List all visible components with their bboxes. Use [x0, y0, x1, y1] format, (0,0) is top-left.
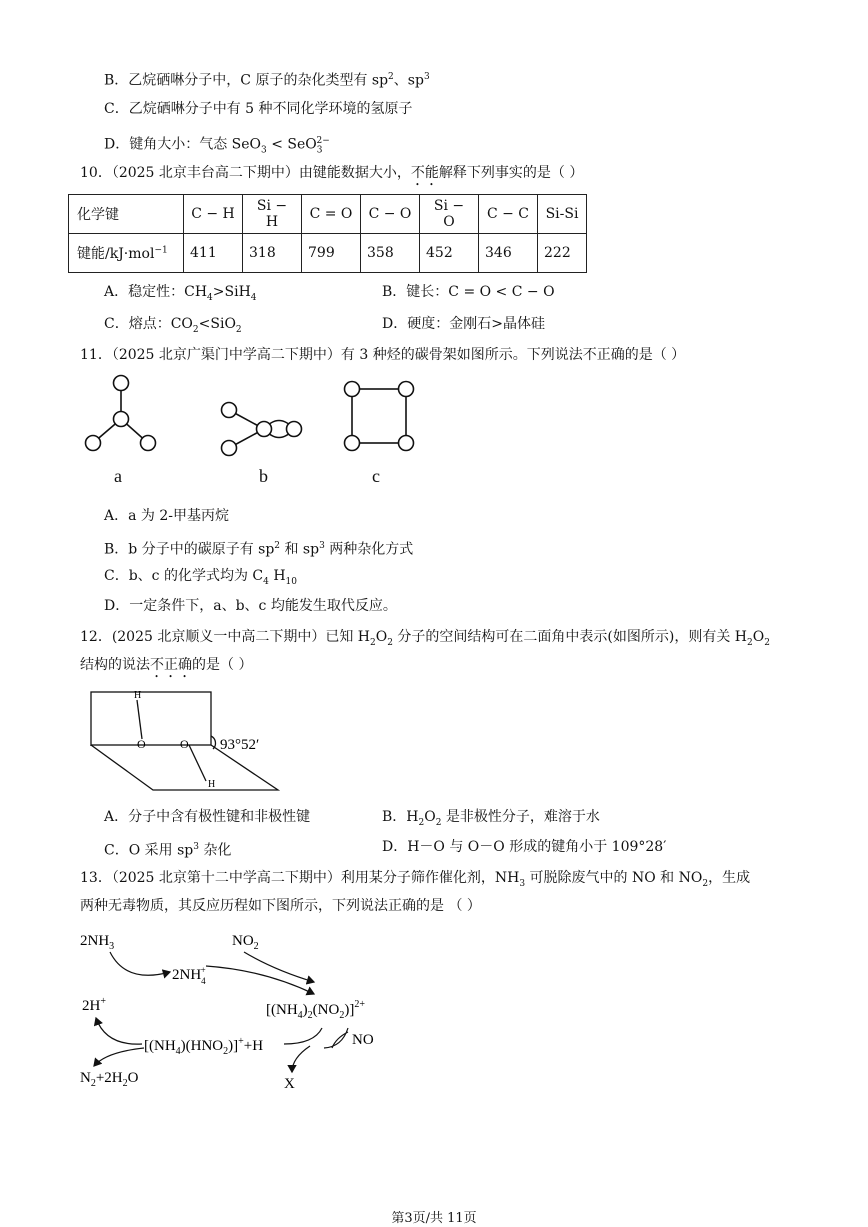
table-cell: Si − H [243, 195, 302, 234]
q11-option-c: C．b、c 的化学式均为 $C_4$ $H_{10}$ [104, 568, 297, 587]
hydrogen-label: H [134, 690, 142, 701]
table-cell: 222 [538, 234, 587, 273]
oxygen-label: O [137, 737, 146, 751]
table-cell: 318 [243, 234, 302, 273]
q13-stem-line1: 13．（2025 北京第十二中学高二下期中）利用某分子筛作催化剂，$NH_3$ 可脱除废气中的 NO 和 $NO_2$，生成 [80, 870, 751, 889]
table-cell: 358 [361, 234, 420, 273]
q12-option-b: B．$H_2O_2$ 是非极性分子，难溶于水 [382, 809, 600, 828]
table-cell: Si-Si [538, 195, 587, 234]
q12-stem-line2: 结构的说法不正确的是（ ） [80, 657, 253, 673]
q10-option-c: C．熔点：$CO_2<SiO_2$ [104, 316, 242, 335]
reactant-nh3: $2NH_3$ [80, 933, 115, 952]
q9-option-b: B．乙烷硒啉分子中，C 原子的杂化类型有 $sp^2$、$sp^3$ [104, 72, 430, 89]
q11-option-b: B．b 分子中的碳原子有 $sp^2$ 和 $sp^3$ 两种杂化方式 [104, 541, 414, 558]
q10-option-d: D．硬度：金刚石>晶体硅 [382, 316, 545, 332]
complex-1: $[(NH_4)_2(NO_2)]^{2+}$ [266, 999, 365, 1021]
table-cell: C = O [302, 195, 361, 234]
q12-stem-line1: 12．(2025 北京顺义一中高二下期中）已知 $H_2O_2$ 分子的空间结构可在二面角中表示(如图所示)，则有关 $H_2O_2$ [80, 629, 770, 648]
product-x: X [284, 1076, 295, 1092]
carbon-skeleton-figure [76, 368, 416, 468]
table-cell: C − O [361, 195, 420, 234]
proton-2h: 2H+ [82, 996, 106, 1014]
q12-option-d: D．H－O 与 O－O 形成的键角小于 109°28′ [382, 839, 667, 855]
reaction-mechanism-diagram [74, 922, 394, 1098]
hydrogen-label: H [208, 779, 216, 790]
q11-option-a: A．a 为 2-甲基丙烷 [104, 508, 229, 524]
figure-label-b: b [259, 466, 268, 486]
table-cell: Si − O [420, 195, 479, 234]
figure-label-c: c [372, 466, 380, 486]
q9-option-c: C．乙烷硒啉分子中有 5 种不同化学环境的氢原子 [104, 101, 413, 117]
q13-stem-line2: 两种无毒物质，其反应历程如下图所示，下列说法正确的是 （ ） [80, 898, 481, 914]
dihedral-angle-label: 93°52′ [220, 737, 260, 753]
intermediate-nh4: $2NH_4+$ [172, 965, 206, 986]
figure-label-a: a [114, 466, 122, 486]
table-cell: 化学键 [69, 195, 184, 234]
table-row [69, 195, 587, 234]
reactant-no: NO [352, 1032, 374, 1048]
table-cell: 键能/kJ·mol$^{-1}$ [69, 234, 184, 273]
q11-option-d: D．一定条件下，a、b、c 均能发生取代反应。 [104, 598, 397, 614]
product-n2-h2o: $N_2+2H_2O$ [80, 1070, 139, 1089]
table-cell: 346 [479, 234, 538, 273]
q10-stem: 10．（2025 北京丰台高二下期中）由键能数据大小，不能解释下列事实的是（ ） [80, 165, 584, 181]
q12-option-a: A．分子中含有极性键和非极性键 [104, 809, 311, 825]
table-cell: 799 [302, 234, 361, 273]
bond-energy-table [68, 194, 587, 273]
q12-option-c: C．O 采用 $sp^3$ 杂化 [104, 842, 232, 859]
table-cell: C − C [479, 195, 538, 234]
page-footer: 第3页/共 11页 [391, 1211, 477, 1226]
complex-2: $[(NH_4)(HNO_2)]^++H$ [144, 1036, 264, 1057]
q10-option-a: A．稳定性：$CH_4>SiH_4$ [104, 284, 257, 303]
oxygen-label: O [180, 737, 189, 751]
table-cell: C − H [184, 195, 243, 234]
table-row [69, 234, 587, 273]
q11-stem: 11．（2025 北京广渠门中学高二下期中）有 3 种烃的碳骨架如图所示。下列说法不正确的是（ ） [80, 347, 686, 363]
table-cell: 452 [420, 234, 479, 273]
table-cell: 411 [184, 234, 243, 273]
q10-option-b: B．键长：C = O < C − O [382, 284, 555, 300]
h2o2-dihedral-figure [80, 686, 300, 806]
q9-option-d: D．键角大小：气态 SeO$_3$ < SeO$_3^{2-}$ [104, 136, 330, 156]
reactant-no2: $NO_2$ [232, 933, 259, 952]
